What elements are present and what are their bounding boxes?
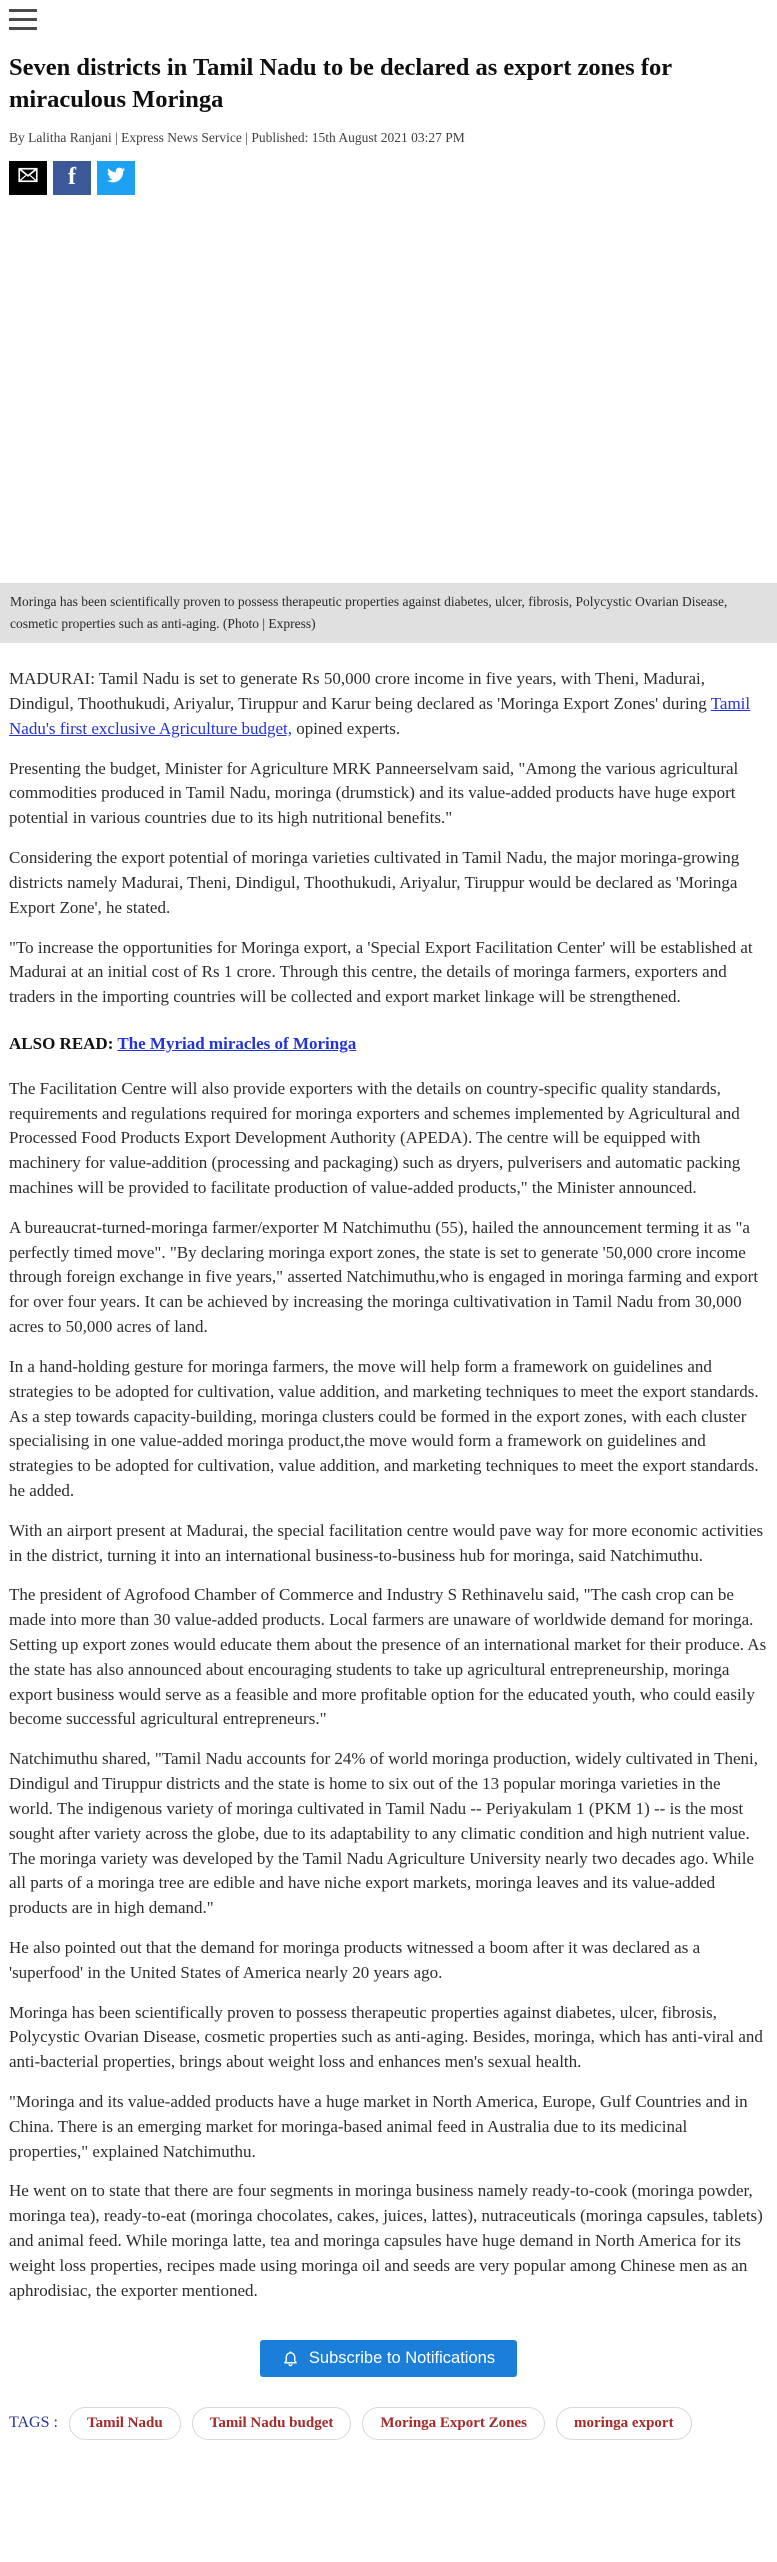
image-caption: Moringa has been scientifically proven to possess therapeutic properties against diabetes, ulcer, fibrosis, Polycystic Ovarian Disease, cosmetic properties such as anti-aging. (Photo | Express) <box>0 583 777 644</box>
twitter-icon <box>105 166 127 189</box>
share-buttons-row <box>9 161 768 195</box>
hamburger-icon <box>9 9 37 12</box>
paragraph: Natchimuthu shared, "Tamil Nadu accounts for 24% of world moringa production, widely cultivated in Theni, Dindigul and Tiruppur districts and the state is home to six out of the 13 popular moringa varieties in the world. The indigenous variety of moringa cultivated in Tamil Nadu -- Periyakulam 1 (PKM 1) -- is the most sought after variety across the globe, due to its adaptability to any climatic condition and high nutrient value. The moringa variety was developed by the Tamil Nadu Agriculture University nearly two decades ago. While all parts of a moringa tree are edible and have niche export markets, moringa leaves and its value-added products are in high demand." <box>9 1749 759 1918</box>
also-read-label: ALSO READ: <box>9 1033 118 1053</box>
bell-icon <box>282 2350 299 2367</box>
tag-link[interactable]: Tamil Nadu budget <box>192 2407 352 2440</box>
tag-link[interactable]: Moringa Export Zones <box>362 2407 545 2440</box>
tags-row <box>0 2407 777 2440</box>
subscribe-button[interactable] <box>260 2340 517 2377</box>
paragraph: Moringa has been scientifically proven to possess therapeutic properties against diabetes, ulcer, fibrosis, Polycystic Ovarian Disease, cosmetic properties such as anti-aging. Besides, moringa, which has anti-viral and anti-bacterial properties, brings about weight loss and enhances men's sexual health. <box>9 2002 763 2072</box>
facebook-share-button[interactable] <box>53 161 91 195</box>
also-read-link[interactable]: The Myriad miracles of Moringa <box>117 1033 357 1053</box>
facebook-icon: f <box>68 164 76 191</box>
tags-label: TAGS : <box>9 2414 58 2431</box>
paragraph: With an airport present at Madurai, the special facilitation centre would pave way for more economic activities in the district, turning it into an international business-to-business hub for moringa, said Natchimuthu. <box>9 1520 764 1565</box>
twitter-share-button[interactable] <box>97 161 135 195</box>
paragraph: "Moringa and its value-added products have a huge market in North America, Europe, Gulf Countries and in China. There is an emerging market for moringa-based animal feed in Australia due to its medicinal properties," explained Natchimuthu. <box>9 2092 748 2161</box>
paragraph: In a hand-holding gesture for moringa farmers, the move will help form a framework on guidelines and strategies to be adopted for cultivation, value addition, and marketing techniques to meet the export standards. As a step towards capacity-building, moringa clusters could be formed in the export zones, with each cluster specialising in one value-added moringa product,the move would form a framework on guidelines and strategies to be adopted for cultivation, value addition, and marketing techniques to meet the export standards. he added. <box>9 1356 759 1500</box>
tag-link[interactable]: moringa export <box>556 2407 692 2440</box>
article-body <box>0 667 777 2303</box>
hero-image-placeholder <box>0 195 777 583</box>
subscribe-button-label: Subscribe to Notifications <box>308 2348 496 2367</box>
paragraph: Presenting the budget, Minister for Agriculture MRK Panneerselvam said, "Among the various agricultural commodities produced in Tamil Nadu, moringa (drumstick) and its value-added products have huge export potential in various countries due to its high nutritional benefits." <box>9 758 739 828</box>
email-share-button[interactable] <box>9 161 47 195</box>
page-title: Seven districts in Tamil Nadu to be declared as export zones for miraculous Moringa <box>9 54 672 114</box>
paragraph: The Facilitation Centre will also provide exporters with the details on country-specific quality standards, requirements and regulations required for moringa exporters and schemes implemented by Agricultural and Processed Food Products Export Development Authority (APEDA). The centre will be equipped with machinery for value-addition (processing and packaging) such as dryers, pulverisers and automatic packing machines will be provided to facilitate production of value-added products," the Minister announced. <box>9 1078 741 1197</box>
paragraph: He also pointed out that the demand for moringa products witnessed a boom after it was declared as a 'superfood' in the United States of America nearly 20 years ago. <box>9 1937 701 1982</box>
paragraph: Considering the export potential of moringa varieties cultivated in Tamil Nadu, the major moringa-growing districts namely Madurai, Theni, Dindigul, Thoothukudi, Ariyalur, Tiruppur would be declared as 'Moringa Export Zone', he stated. <box>9 848 740 917</box>
paragraph: A bureaucrat-turned-moringa farmer/exporter M Natchimuthu (55), hailed the announcement terming it as "a perfectly timed move". "By declaring moringa export zones, the state is set to generate '50,000 crore income through foreign exchange in five years," asserted Natchimuthu,who is engaged in moringa farming and export for over four years. It can be achieved by increasing the moringa cultivativation in Tamil Nadu from 30,000 acres to 50,000 acres of land. <box>9 1217 759 1337</box>
paragraph: "To increase the opportunities for Moringa export, a 'Special Export Facilitation Center' will be established at Madurai at an initial cost of Rs 1 crore. Through this centre, the details of moringa farmers, exporters and traders in the importing countries will be collected and export market linkage will be strengthened. <box>9 937 753 1007</box>
tag-link[interactable]: Tamil Nadu <box>69 2407 181 2440</box>
subscribe-row <box>0 2340 777 2377</box>
hamburger-menu-button[interactable] <box>9 9 37 30</box>
article-byline: By Lalitha Ranjani | Express News Service | Published: 15th August 2021 03:27 PM <box>9 129 465 145</box>
envelope-icon <box>18 167 38 188</box>
paragraph: He went on to state that there are four segments in moringa business namely ready-to-cook (moringa powder, moringa tea), ready-to-eat (moringa chocolates, cakes, juices, lattes), nutraceuticals (moringa capsules, tablets) and animal feed. While moringa latte, tea and moringa capsules have huge demand in North America for its weight loss properties, recipes made using moringa oil and seeds are very popular among Chinese men as an aphrodisiac, the exporter mentioned. <box>9 2181 763 2300</box>
agriculture-budget-link[interactable]: Tamil Nadu's first exclusive Agriculture budget, <box>9 694 751 738</box>
paragraph: MADURAI: Tamil Nadu is set to generate Rs 50,000 crore income in five years, with Theni, Madurai, Dindigul, Thoothukudi, Ariyalur, Tiruppur and Karur being declared as 'Moringa Export Zones' during Tamil Nadu's first exclusive Agriculture budget, opined experts. <box>9 669 751 738</box>
paragraph: The president of Agrofood Chamber of Commerce and Industry S Rethinavelu said, "The cash crop can be made into more than 30 value-added products. Local farmers are unaware of worldwide demand for moringa. Setting up export zones would educate them about the presence of an international market for their produce. As the state has also announced about encouraging students to take up agricultural entrepreneurship, moringa export business would serve as a feasible and more profitable option for the educated youth, who could easily become successful agricultural entrepreneurs." <box>9 1585 767 1729</box>
also-read-row <box>9 1032 768 1057</box>
